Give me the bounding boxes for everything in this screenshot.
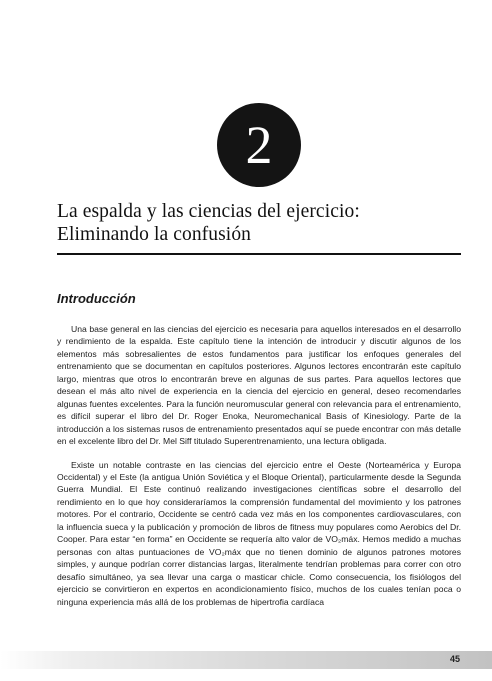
chapter-title-line-2: Eliminando la confusión — [57, 224, 252, 245]
section-heading: Introducción — [57, 291, 136, 306]
chapter-number-badge — [217, 103, 301, 187]
page-number: 45 — [449, 654, 460, 664]
title-divider — [57, 253, 461, 255]
chapter-title-line-1: La espalda y las ciencias del ejercicio: — [57, 201, 360, 222]
chapter-number: 2 — [245, 115, 273, 175]
body-text — [57, 323, 461, 619]
paragraph-1: Una base general en las ciencias del ejercicio es necesaria para aquellos interesados en el desarrollo y rendimiento de la espalda. Este capítulo tiene la intención de introducir y discutir algunos de los elementos más sobresalientes de estos fundamentos para justificar los enfoques generales del entrenamiento que se documentan en capítulos posteriores. Algunos lectores encontrarán este capítulo largo, mientras que otros lo encontrarán breve en algunas de sus partes. Para aquellos lectores que desean el más alto nivel de experiencia en la ciencia del ejercicio en general, deseo recomendarles algunas fuentes excelentes. Para la función neuromuscular general con relevancia para el entrenamiento, es difícil superar el libro del Dr. Roger Enoka, Neuromechanical Basis of Kinesiology. Parte de la introducción a los sistemas rusos de entrenamiento presentados aquí se puede encontrar con más detalle en el excelente libro del Dr. Mel Siff titulado Superentrenamiento, una lectura obligada. — [57, 324, 461, 447]
chapter-title — [57, 200, 457, 246]
paragraph-2: Existe un notable contraste en las ciencias del ejercicio entre el Oeste (Norteamérica y Europa Occidental) y el Este (la antigua Unión Soviética y el Bloque Oriental), particularmente desde la Segunda Guerra Mundial. El Este continuó realizando investigaciones científicas sobre el desarrollo del rendimiento en lo que hoy consideraríamos la comprensión fundamental del movimiento y los patrones motores. Por el contrario, Occidente se centró cada vez más en los componentes cardiovasculares, con la influencia sueca y la publicación y promoción de libros de fitness muy populares como Aerobics del Dr. Cooper. Para estar “en forma” en Occidente se requería alto valor de VO₂máx. Hemos medido a muchas personas con altas puntuaciones de VO₂máx que no tienen dominio de algunos patrones motores simples, y aunque podrían correr distancias largas, literalmente tendrían problemas para correr con otro desafío simultáneo, ya sea llevar una carga o masticar chicle. Como consecuencia, los fisiólogos del ejercicio se convirtieron en expertos en acondicionamiento físico, muchos de los cuales tenían poca o ninguna experiencia más allá de los problemas de hipertrofia cardíaca — [57, 459, 461, 607]
footer-gradient-bar — [0, 651, 492, 669]
